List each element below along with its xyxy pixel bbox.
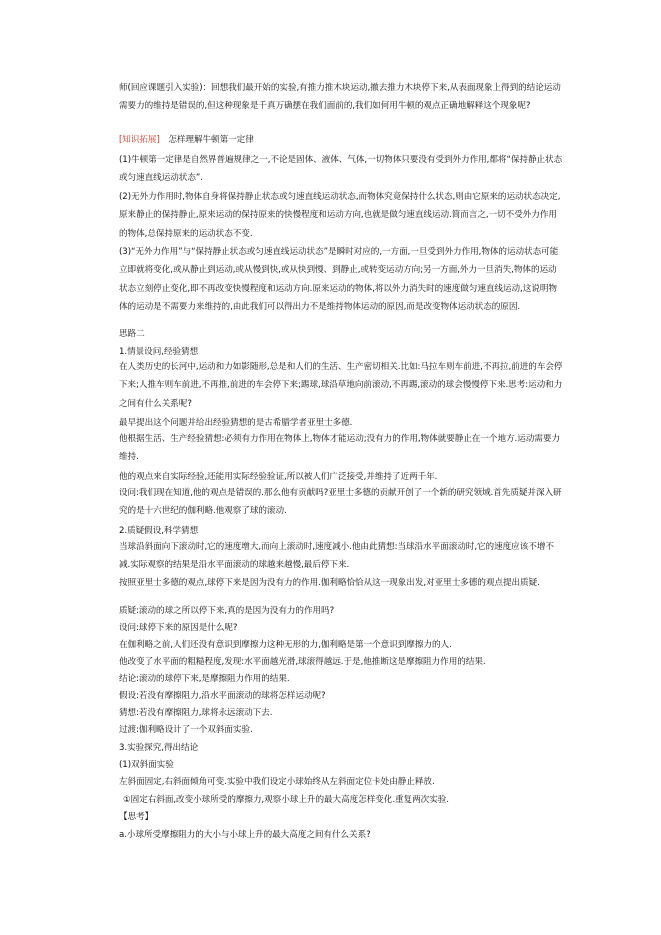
paragraph-ask-reason: 设问:球停下来的原因是什么呢?: [119, 623, 238, 633]
paragraph-point-1: (1)牛顿第一定律是自然界普遍规律之一,不论是固体、液体、气体,一切物体只要没有受到外力作用,都将“保持静止状态或匀速直线运动状态”.: [119, 155, 563, 184]
paragraph-aristotle-intro: 最早提出这个问题并给出经验猜想的是古希腊学者亚里士多德.: [119, 418, 353, 428]
paragraph-step-1: ①固定右斜面,改变小球所受的摩擦力,观察小球上升的最大高度怎样变化.重复两次实验.: [123, 795, 449, 805]
paragraph-galileo-observe: 当球沿斜面向下滚动时,它的速度增大,而向上滚动时,速度减小.他由此猜想:当球沿水平面滚动时,它的速度应该不增不减.实际观察的结果是沿水平面滚动的球越来越慢,最后停下来.: [119, 542, 554, 571]
paragraph-aristotle-view: 他的观点来自实际经验,还能用实际经验验证,所以被人们广泛接受,并维持了近两千年.: [119, 472, 438, 482]
paragraph-hypothesis: 假设:若没有摩擦阻力,沿水平面滚动的球将怎样运动呢?: [119, 691, 326, 701]
paragraph-question-a: a.小球所受摩擦阻力的大小与小球上升的最大高度之间有什么关系?: [119, 830, 371, 840]
paragraph-intro: 师(回应课题引入实验)：回想我们最开始的实验,有推力推木块运动,撤去推力木块停下来,从表面现象上得到的结论运动需要力的维持是错误的,但这种现象是千真万确摆在我们面前的,我们如何用牛顿的观点正确地解释这个现象呢?: [119, 83, 561, 112]
subheading-1: 1.情景设问,经验猜想: [119, 347, 199, 357]
paragraph-contribution: 设问:我们现在知道,他的观点是错误的.那么他有贡献吗?亚里士多德的贡献开创了一个新的研究领域.首先质疑并深入研究的是十六世纪的伽利略.他观察了球的滚动.: [119, 488, 562, 517]
knowledge-expansion-heading: [119, 134, 254, 146]
paragraph-point-2: (2)无外力作用时,物体自身将保持静止状态或匀速直线运动状态,而物体究竟保持什么状态,则由它原来的运动状态决定,原来静止的保持静止,原来运动的保持原来的快慢程度和运动方向,也就是做匀速直线运动.简而言之,一切不受外力作用的物体,总保持原来的运动状态不变.: [119, 192, 561, 239]
paragraph-question-view: 按照亚里士多德的观点,球停下来是因为没有力的作用.伽利略恰恰从这一现象出发,对亚里士多德的观点提出质疑.: [119, 578, 540, 588]
paragraph-scenario: 在人类历史的长河中,运动和力如影随形,总是和人们的生活、生产密切相关.比如:马拉车则车前进,不再拉,前进的车会停下来;人推车则车前进,不再推,前进的车会停下来;踢球,球沿草地向前滚动,不再踢,滚动的球会慢慢停下来.思考:运动和力之间有什么关系呢?: [119, 362, 563, 409]
paragraph-conclusion: 结论:滚动的球停下来,是摩擦阻力作用的结果.: [119, 674, 290, 684]
knowledge-expansion-title: 怎样理解牛顿第一定律: [159, 135, 254, 145]
paragraph-friction-aware: 在伽利略之前,人们还没有意识到摩擦力这种无形的力,伽利略是第一个意识到摩擦力的人.: [119, 640, 452, 650]
knowledge-expansion-tag: [知识拓展]: [119, 135, 160, 145]
subheading-2: 2.质疑假设,科学猜想: [119, 526, 199, 536]
paragraph-incline-setup: 左斜面固定,右斜面倾角可变.实验中我们设定小球始终从左斜面定位卡处由静止释放.: [119, 777, 435, 787]
paragraph-point-3: (3)“无外力作用”与“保持静止状态或匀速直线运动状态”是瞬时对应的,一方面,一旦受到外力作用,物体的运动状态可能立即就将变化,或从静止到运动,或从慢到快,或从快到慢、到静止,或转变运动方向;另一方面,外力一旦消失,物体的运动状态立刻停止变化,即不再改变快慢程度和运动方向.原来运动的物体,将以外力消失时的速度做匀速直线运动,这说明物体的运动是不需要力来维持的,由此我们可以得出力不是维持物体运动的原因,而是改变物体运动状态的原因.: [119, 247, 559, 312]
paragraph-think-heading: 【思考】: [119, 812, 154, 822]
paragraph-smoothness: 他改变了水平面的粗糙程度,发现:水平面越光滑,球滚得越远.于是,他推断这是摩擦阻力作用的结果.: [119, 657, 486, 667]
section-heading-approach-2: 思路二: [119, 329, 145, 339]
subheading-3: 3.实验探究,得出结论: [119, 743, 199, 753]
paragraph-guess: 猜想:若没有摩擦阻力,球将永远滚动下去.: [119, 708, 273, 718]
paragraph-aristotle-guess: 他根据生活、生产经验猜想:必须有力作用在物体上,物体才能运动;没有力的作用,物体就要静止在一个地方.运动需要力维持.: [119, 434, 560, 463]
paragraph-double-incline: (1)双斜面实验: [119, 760, 174, 770]
paragraph-doubt: 质疑:滚动的球之所以停下来,真的是因为没有力的作用吗?: [119, 606, 335, 616]
paragraph-transition: 过渡:伽利略设计了一个双斜面实验.: [119, 725, 253, 735]
